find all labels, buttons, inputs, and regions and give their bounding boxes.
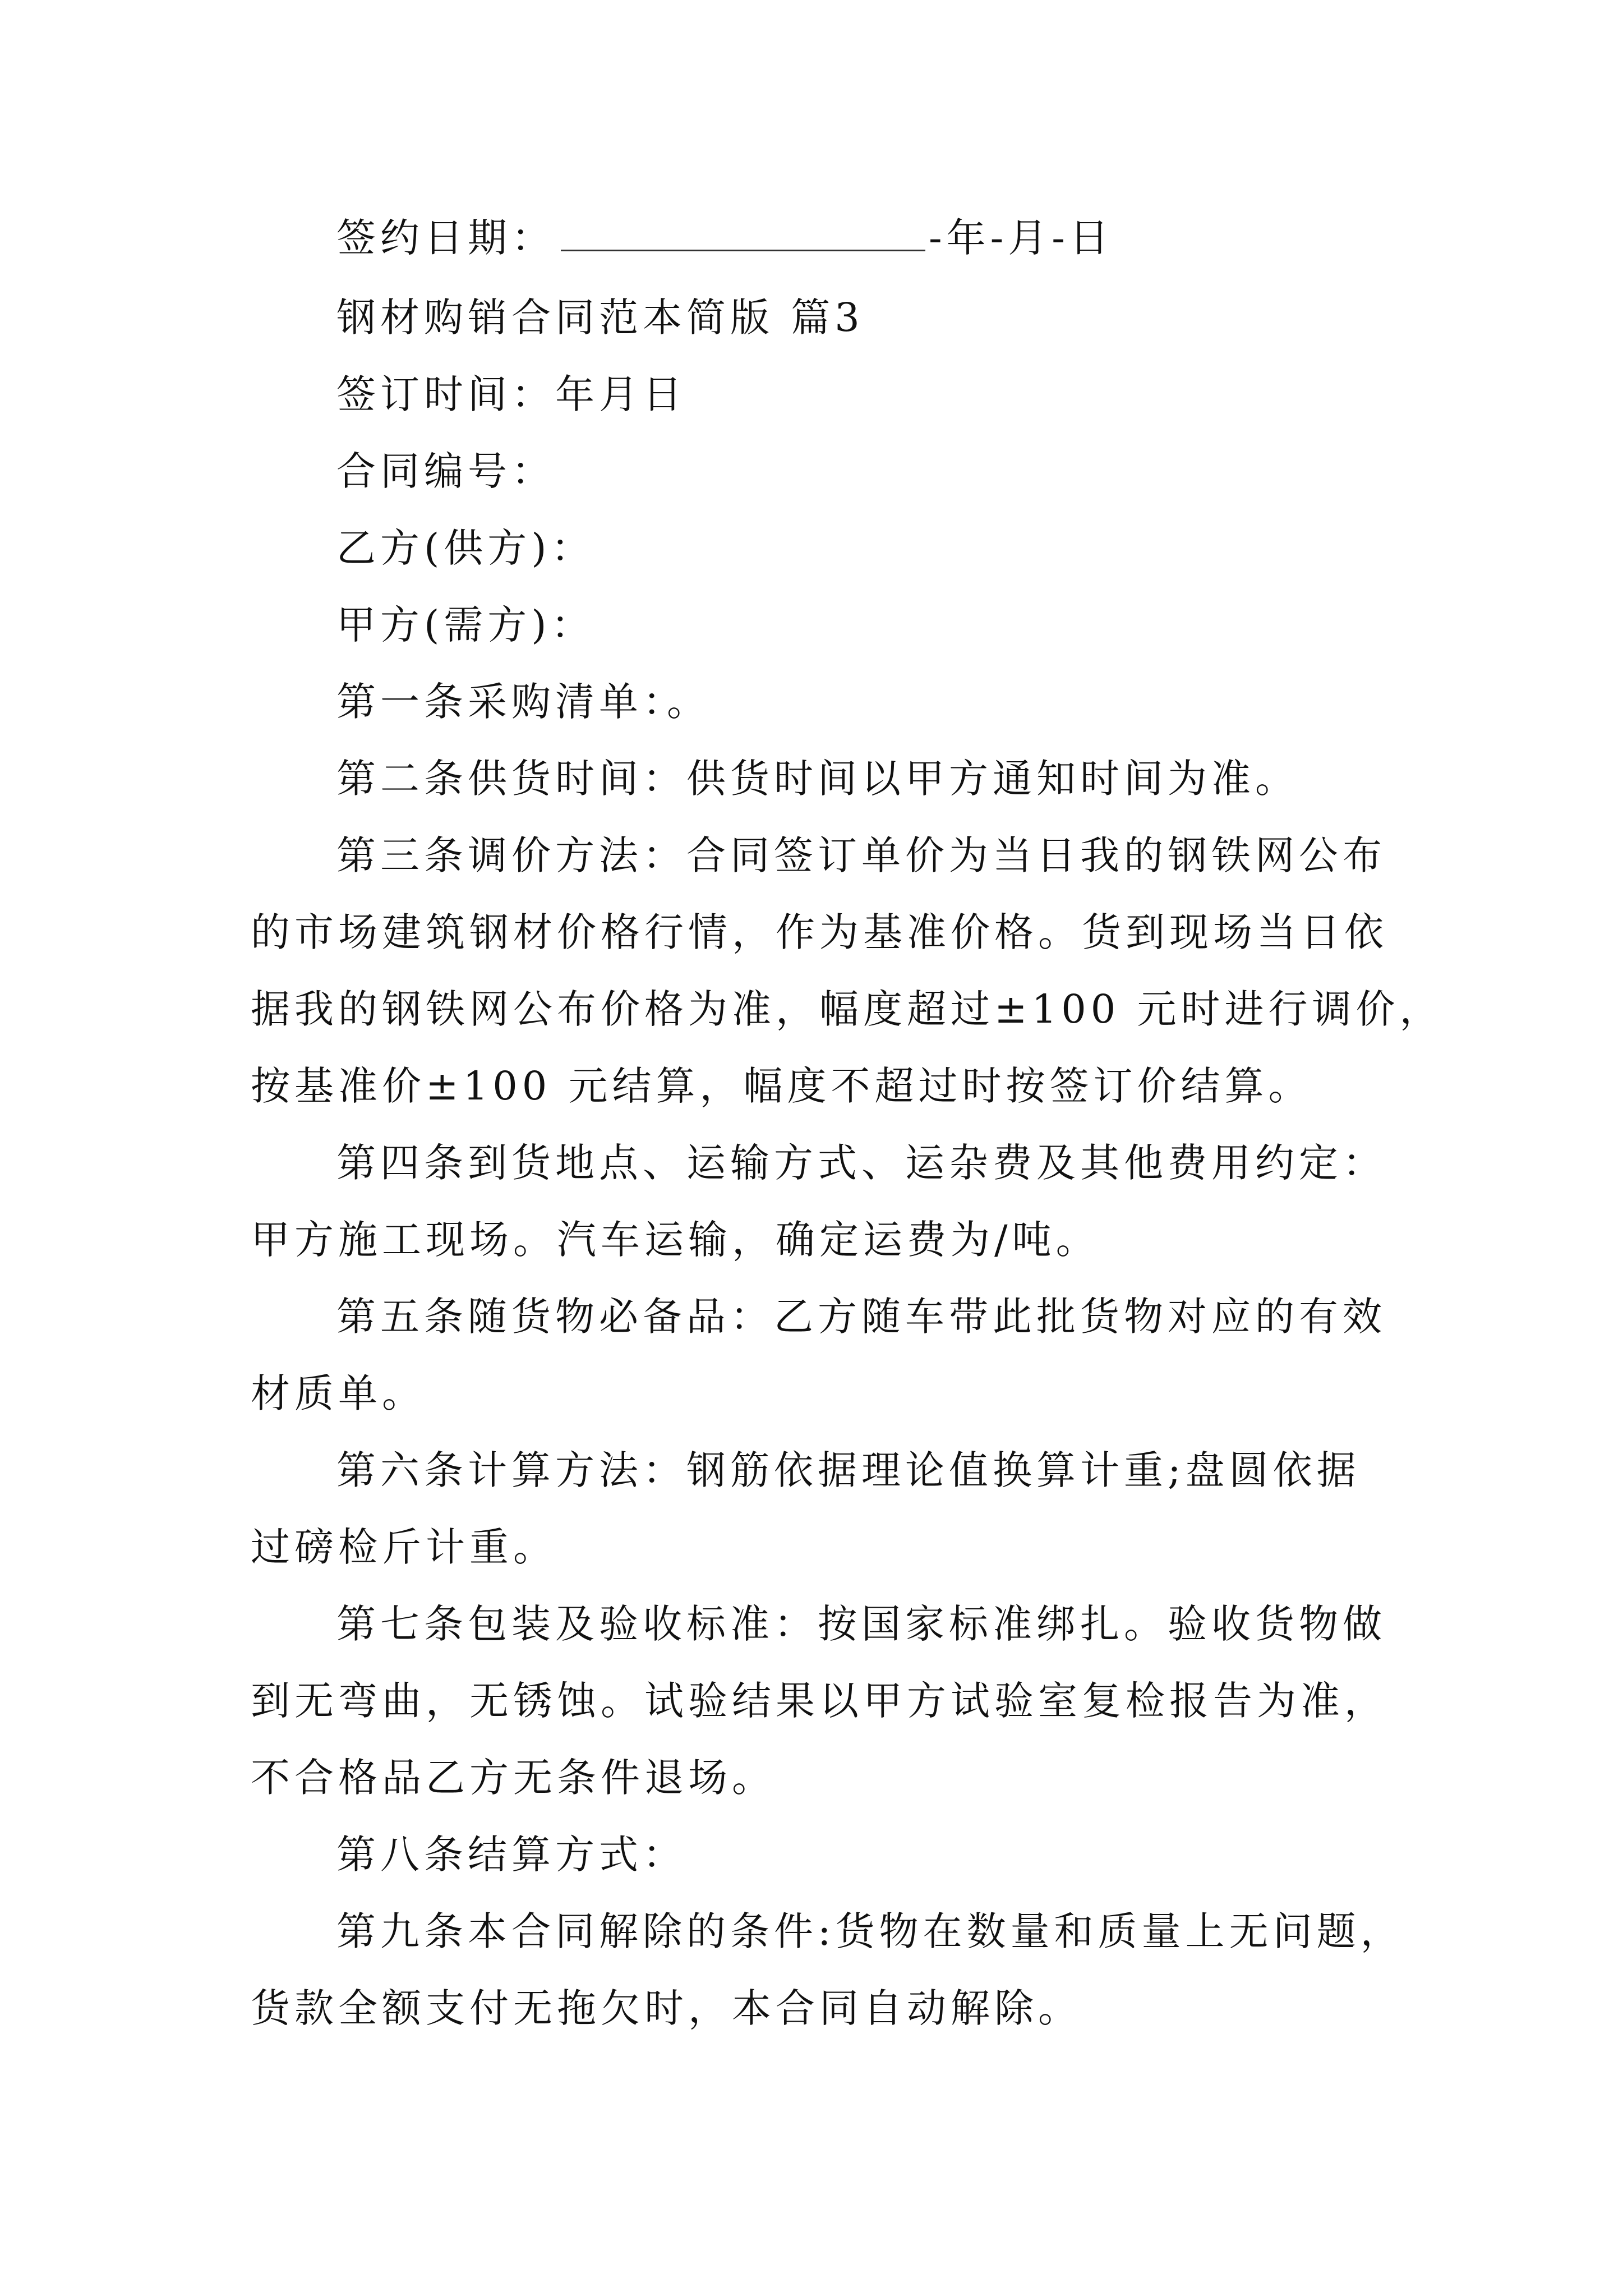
article-8: 第八条结算方式： [336, 1832, 686, 1878]
article-9-line-1: 第九条本合同解除的条件:货物在数量和质量上无问题， [336, 1908, 1404, 1954]
article-2: 第二条供货时间：供货时间以甲方通知时间为准。 [336, 756, 1299, 802]
article-7-line-3: 不合格品乙方无条件退场。 [251, 1755, 776, 1801]
article-7-line-2: 到无弯曲，无锈蚀。试验结果以甲方试验室复检报告为准， [251, 1678, 1388, 1724]
signing-date-line [336, 215, 1113, 260]
signing-date-blank [561, 215, 925, 251]
signing-date-suffix: -年-月-日 [929, 215, 1113, 261]
article-3-line-2: 的市场建筑钢材价格行情，作为基准价格。货到现场当日依 [251, 909, 1388, 955]
contract-number: 合同编号： [336, 448, 555, 494]
article-4-line-1: 第四条到货地点、运输方式、运杂费及其他费用约定： [336, 1140, 1386, 1186]
article-5-line-2: 材质单。 [251, 1370, 426, 1416]
party-a: 甲方(需方)： [336, 602, 595, 648]
article-5-line-1: 第五条随货物必备品：乙方随车带此批货物对应的有效 [336, 1294, 1386, 1340]
article-9-line-2: 货款全额支付无拖欠时，本合同自动解除。 [251, 1985, 1082, 2031]
article-4-line-2: 甲方施工现场。汽车运输，确定运费为/吨。 [251, 1217, 1100, 1263]
signing-date-label: 签约日期： [336, 215, 555, 261]
article-1: 第一条采购清单：。 [336, 679, 711, 725]
contract-title: 钢材购销合同范本简版 篇3 [336, 295, 864, 341]
article-3-line-3: 据我的钢铁网公布价格为准，幅度超过±100 元时进行调价， [251, 986, 1444, 1032]
article-3-line-1: 第三条调价方法：合同签订单价为当日我的钢铁网公布 [336, 832, 1386, 878]
sign-time: 签订时间：年月日 [336, 371, 686, 417]
party-b: 乙方(供方)： [336, 525, 595, 571]
article-6-line-2: 过磅检斤计重。 [251, 1524, 557, 1570]
article-3-line-4: 按基准价±100 元结算，幅度不超过时按签订价结算。 [251, 1063, 1312, 1109]
article-7-line-1: 第七条包装及验收标准：按国家标准绑扎。验收货物做 [336, 1601, 1386, 1647]
article-6-line-1: 第六条计算方法：钢筋依据理论值换算计重;盘圆依据 [336, 1447, 1361, 1493]
